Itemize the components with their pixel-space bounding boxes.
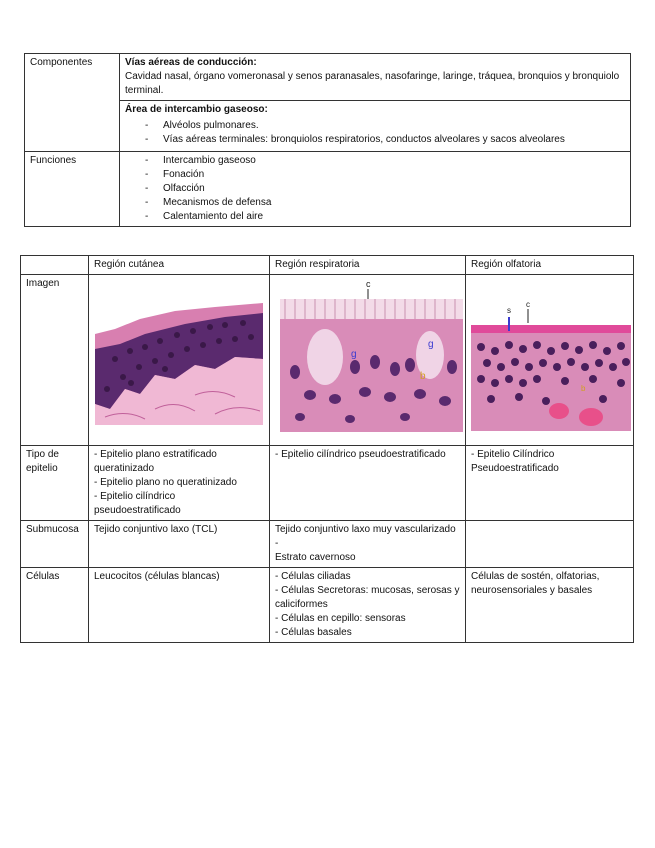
list-item: - Vías aéreas terminales: bronquiolos respiratorios, conductos alveolares y sacos alveolares	[125, 133, 625, 147]
components-label: Componentes	[30, 57, 93, 68]
cell-line: - Epitelio plano estratificado queratinizado	[94, 449, 217, 474]
cell-line: - Epitelio cilíndrico pseudoestratificado	[94, 491, 181, 516]
cells-cutanea: Leucocitos (células blancas)	[89, 568, 270, 643]
submucosa-label: Submucosa	[21, 521, 89, 568]
conduction-title: Vías aéreas de conducción:	[125, 57, 257, 68]
annotation-c: c	[366, 279, 371, 289]
list-item: - Fonación	[125, 168, 625, 182]
cells-respiratoria	[270, 568, 466, 643]
epithelium-label: Tipo de epitelio	[21, 446, 89, 521]
cell-line: - Células basales	[275, 627, 352, 638]
functions-cell	[120, 152, 631, 227]
conduction-text: Cavidad nasal, órgano vomeronasal y senos paranasales, nasofaringe, laringe, tráquea, bronquios y bronquiolo terminal.	[125, 71, 620, 96]
submucosa-olfatoria	[466, 521, 634, 568]
header-olfatoria: Región olfatoria	[466, 256, 634, 275]
header-empty	[21, 256, 89, 275]
annotation-g1: g	[351, 349, 357, 360]
olfactory-micrograph	[471, 299, 631, 431]
table-row-epithelium	[21, 446, 634, 521]
table-header-row	[21, 256, 634, 275]
table-row-image	[21, 275, 634, 446]
cell-line: - Células Secretoras: mucosas, serosas y caliciformes	[275, 585, 460, 610]
table-row-submucosa	[21, 521, 634, 568]
annotation-g2: g	[428, 339, 434, 350]
submucosa-cutanea: Tejido conjuntivo laxo (TCL)	[89, 521, 270, 568]
functions-label-cell	[25, 152, 120, 227]
annotation-c: c	[526, 300, 530, 309]
header-respiratoria: Región respiratoria	[270, 256, 466, 275]
list-item: - Alvéolos pulmonares.	[125, 119, 625, 133]
annotation-b: b	[581, 384, 586, 393]
cell-line: - Epitelio cilíndrico pseudoestratificado	[275, 449, 446, 460]
conduction-cell	[120, 54, 631, 101]
functions-list	[125, 154, 625, 224]
list-item: - Calentamiento del aire	[125, 210, 625, 224]
annotation-b: b	[420, 371, 426, 382]
regions-table	[20, 255, 634, 643]
image-label: Imagen	[21, 275, 89, 446]
cell-line: - Células ciliadas	[275, 571, 351, 582]
cell-line: - Células en cepillo: sensoras	[275, 613, 406, 624]
list-item: - Mecanismos de defensa	[125, 196, 625, 210]
image-cell-cutanea	[89, 275, 270, 446]
image-cell-olfatoria	[466, 275, 634, 446]
table-row-cells	[21, 568, 634, 643]
cell-line: Estrato cavernoso	[275, 552, 356, 563]
exchange-title: Área de intercambio gaseoso:	[125, 104, 268, 115]
exchange-list	[125, 119, 625, 147]
cell-line: Tejido conjuntivo laxo muy vascularizado -	[275, 524, 456, 549]
epithelium-cutanea	[89, 446, 270, 521]
list-item: - Intercambio gaseoso	[125, 154, 625, 168]
header-cutanea: Región cutánea	[89, 256, 270, 275]
submucosa-respiratoria	[270, 521, 466, 568]
annotation-s: s	[507, 306, 511, 315]
epithelium-respiratoria	[270, 446, 466, 521]
cutaneous-micrograph	[95, 299, 263, 425]
functions-label: Funciones	[30, 155, 77, 166]
image-cell-respiratoria	[270, 275, 466, 446]
exchange-cell	[120, 101, 631, 152]
components-label-cell	[25, 54, 120, 152]
list-item: - Olfacción	[125, 182, 625, 196]
cells-label: Células	[21, 568, 89, 643]
cells-olfatoria: Células de sostén, olfatorias, neurosensoriales y basales	[466, 568, 634, 643]
cell-line: - Epitelio plano no queratinizado	[94, 477, 237, 488]
cell-line: - Epitelio Cilíndrico Pseudoestratificado	[471, 449, 559, 474]
components-table	[24, 53, 631, 227]
epithelium-olfatoria	[466, 446, 634, 521]
respiratory-micrograph	[280, 277, 463, 432]
